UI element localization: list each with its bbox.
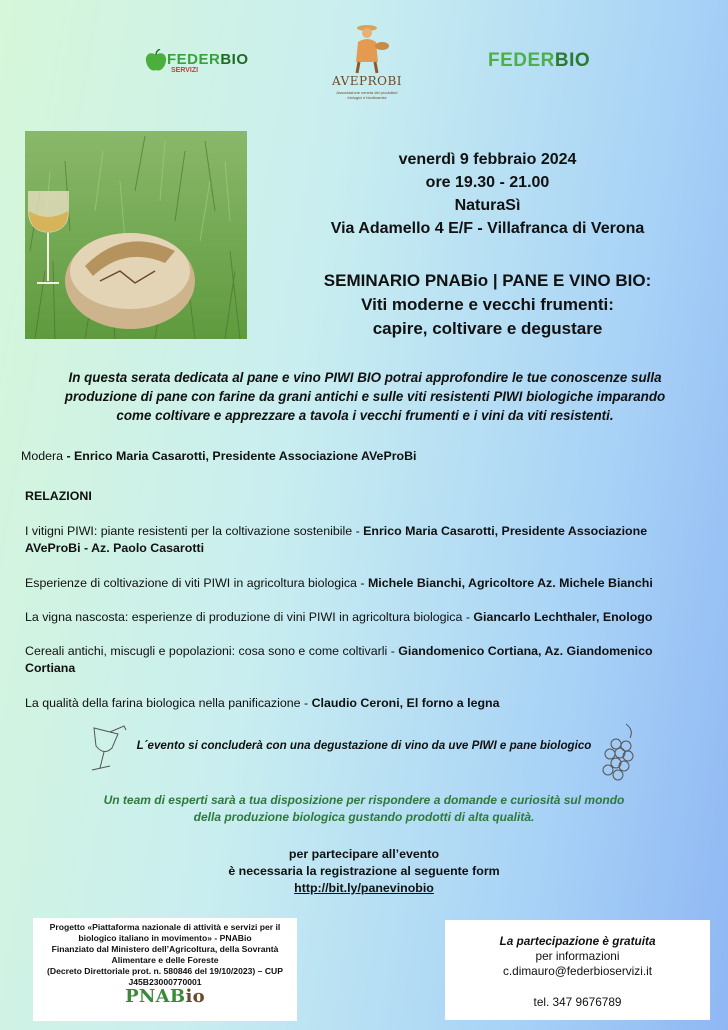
contact-box: La partecipazione è gratuita per informazioni c.dimauro@federbioservizi.it tel. 347 9676789: [445, 920, 710, 1020]
talk-item: Cereali antichi, miscugli e popolazioni: cosa sono e come coltivarli - Giandomenico Cortiana, Az. Giandomenico Cortiana: [25, 644, 653, 675]
moderator-name: Enrico Maria Casarotti, Presidente Associazione AVeProBi: [74, 449, 417, 463]
moderator-line: Modera - Enrico Maria Casarotti, Presidente Associazione AVeProBi: [21, 449, 417, 463]
talk-item: La qualità della farina biologica nella panificazione - Claudio Ceroni, El forno a legna: [25, 696, 500, 710]
event-date: venerdì 9 febbraio 2024: [398, 151, 577, 168]
closing-note: L´evento si concluderà con una degustazione di vino da uve PIWI e pane biologico: [136, 739, 592, 752]
seminar-title: SEMINARIO PNABio | PANE E VINO BIO: Viti moderne e vecchi frumenti: capire, coltivare e degustare: [323, 271, 652, 338]
apple-icon: [145, 49, 167, 73]
federbio-logo: FEDERBIO: [488, 50, 591, 71]
talk-item: La vigna nascosta: esperienze di produzione di vini PIWI in agricoltura biologica - Giancarlo Lechthaler, Enologo: [25, 610, 653, 624]
grapes-sketch-icon: [596, 722, 642, 784]
free-participation: La partecipazione è gratuita: [499, 934, 656, 948]
intro-paragraph: In questa serata dedicata al pane e vino PIWI BIO potrai approfondire le tue conoscenze sulla produzione di pane con farine da grani antichi e sulle viti resistenti PIWI biologiche imparando come coltivare e apprezzare a tavola i vecchi frumenti e i vini da viti resistenti.: [64, 370, 666, 423]
pnabio-logo: PNABio: [125, 986, 205, 1007]
federbio-servizi-logo: FEDERBIO SERVIZI: [145, 47, 255, 77]
bread-wine-photo: [25, 131, 247, 339]
aveprobi-name: AVEPROBI: [332, 74, 402, 88]
registration-block: per partecipare all’evento è necessaria la registrazione al seguente form http://bit.ly/panevinobio: [228, 847, 500, 895]
event-address: Via Adamello 4 E/F - Villafranca di Verona: [330, 220, 645, 237]
team-note: Un team di esperti sarà a tua disposizione per rispondere a domande e curiosità sul mondo della produzione biologica gustando prodotti di alta qualità.: [103, 793, 625, 824]
servizi-label: SERVIZI: [171, 67, 199, 74]
aveprobi-logo: [322, 22, 412, 112]
event-time: ore 19.30 - 21.00: [425, 174, 550, 191]
registration-link[interactable]: http://bit.ly/panevinobio: [294, 881, 434, 895]
talk-item: I vitigni PIWI: piante resistenti per la coltivazione sostenibile - Enrico Maria Casarotti, Presidente Associazione AVeProBi - Az. Paolo Casarotti: [25, 524, 648, 555]
contact-phone: tel. 347 9676789: [533, 995, 622, 1009]
event-details: [250, 148, 725, 240]
talk-item: Esperienze di coltivazione di viti PIWI in agricoltura biologica - Michele Bianchi, Agricoltore Az. Michele Bianchi: [25, 576, 653, 590]
relazioni-heading: RELAZIONI: [25, 489, 92, 503]
event-venue: NaturaSì: [454, 197, 521, 214]
contact-email[interactable]: c.dimauro@federbioservizi.it: [502, 964, 652, 978]
farmer-illustration-icon: [344, 22, 390, 74]
aveprobi-tagline: Associazione veneta dei produttori biologici e biodinamici: [336, 90, 398, 100]
project-info-box: Progetto «Piattaforma nazionale di attività e servizi per il biologico italiano in movimento» - PNABio Finanziato dal Ministero dell’Agricoltura, della Sovrantà Alimentare e delle Foreste (Decreto Direttoriale prot. n. 580846 del 19/10/2023) – CUP J45B23000770001 PNABio: [33, 918, 297, 1021]
